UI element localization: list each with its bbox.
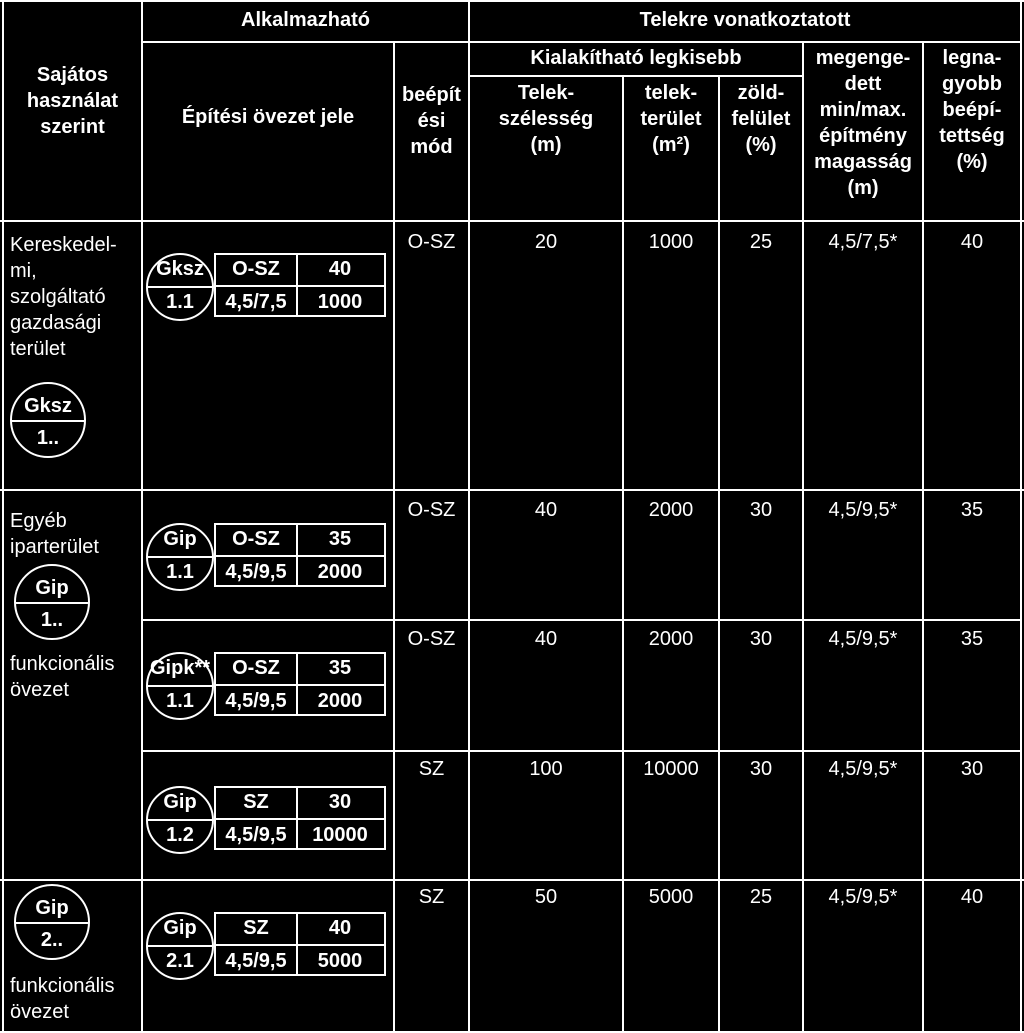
header-area: telek- terület (m²) — [640, 82, 702, 156]
green-value: 25 — [749, 886, 773, 908]
width-value: 40 — [534, 628, 558, 650]
build-mode-value: SZ — [418, 758, 445, 780]
section-label-gip1: Egyéb iparterület — [10, 510, 99, 558]
height-value: 4,5/9,5* — [828, 886, 898, 908]
header-zone-code: Építési övezet jele — [181, 106, 355, 128]
zone-code-box: Gksz 1.1 O-SZ 40 4,5/7,5 1000 — [144, 251, 384, 315]
zone-symbol-circle: Gksz 1.. — [10, 382, 86, 458]
area-value: 10000 — [643, 758, 699, 780]
build-mode-value: O-SZ — [407, 231, 456, 253]
grid-line — [0, 879, 1024, 881]
coverage-value: 40 — [960, 886, 984, 908]
build-mode-value: O-SZ — [407, 499, 456, 521]
zone-code-box: Gip 1.1 O-SZ 35 4,5/9,5 2000 — [144, 521, 384, 585]
green-value: 25 — [749, 231, 773, 253]
header-height: megenge- dett min/max. építmény magasság (m) — [814, 47, 912, 199]
zone-code-box: Gip 2.1 SZ 40 4,5/9,5 5000 — [144, 910, 384, 974]
coverage-value: 30 — [960, 758, 984, 780]
area-value: 1000 — [648, 231, 694, 253]
green-value: 30 — [749, 499, 773, 521]
zone-code-box: Gipk** 1.1 O-SZ 35 4,5/9,5 2000 — [144, 650, 384, 714]
section-label-gksz: Kereskedel- mi, szolgáltató gazdasági terület — [10, 234, 117, 360]
width-value: 40 — [534, 499, 558, 521]
grid-line — [141, 750, 1022, 752]
zone-symbol-circle: Gip 1.. — [14, 564, 90, 640]
grid-line — [0, 0, 1024, 2]
header-lot: Telekre vonatkoztatott — [639, 9, 851, 31]
coverage-value: 40 — [960, 231, 984, 253]
zone-symbol-circle: Gip 2.. — [14, 884, 90, 960]
header-width: Telek- szélesség (m) — [498, 82, 594, 156]
header-green: zöld- felület (%) — [731, 82, 791, 156]
width-value: 50 — [534, 886, 558, 908]
section-note-gip1: funkcionális övezet — [10, 653, 115, 701]
area-value: 2000 — [648, 628, 694, 650]
area-value: 2000 — [648, 499, 694, 521]
height-value: 4,5/9,5* — [828, 628, 898, 650]
green-value: 30 — [749, 758, 773, 780]
header-build-mode: beépít ési mód — [402, 84, 461, 158]
grid-line — [141, 41, 1022, 43]
build-mode-value: SZ — [418, 886, 445, 908]
coverage-value: 35 — [960, 499, 984, 521]
green-value: 30 — [749, 628, 773, 650]
header-use: Sajátos használat szerint — [26, 64, 119, 138]
height-value: 4,5/9,5* — [828, 499, 898, 521]
width-value: 100 — [529, 758, 563, 780]
header-applicable: Alkalmazható — [241, 9, 370, 31]
coverage-value: 35 — [960, 628, 984, 650]
area-value: 5000 — [648, 886, 694, 908]
header-min-group: Kialakítható legkisebb — [530, 47, 742, 69]
build-mode-value: O-SZ — [407, 628, 456, 650]
header-coverage: legna- gyobb beépí- tettség (%) — [939, 47, 1005, 173]
section-note-gip2: funkcionális övezet — [10, 975, 115, 1023]
zone-code-box: Gip 1.2 SZ 30 4,5/9,5 10000 — [144, 784, 384, 848]
height-value: 4,5/9,5* — [828, 758, 898, 780]
grid-line — [0, 489, 1024, 491]
grid-line — [468, 75, 804, 77]
grid-line — [0, 220, 1024, 222]
height-value: 4,5/7,5* — [828, 231, 898, 253]
grid-line — [141, 619, 1022, 621]
width-value: 20 — [534, 231, 558, 253]
